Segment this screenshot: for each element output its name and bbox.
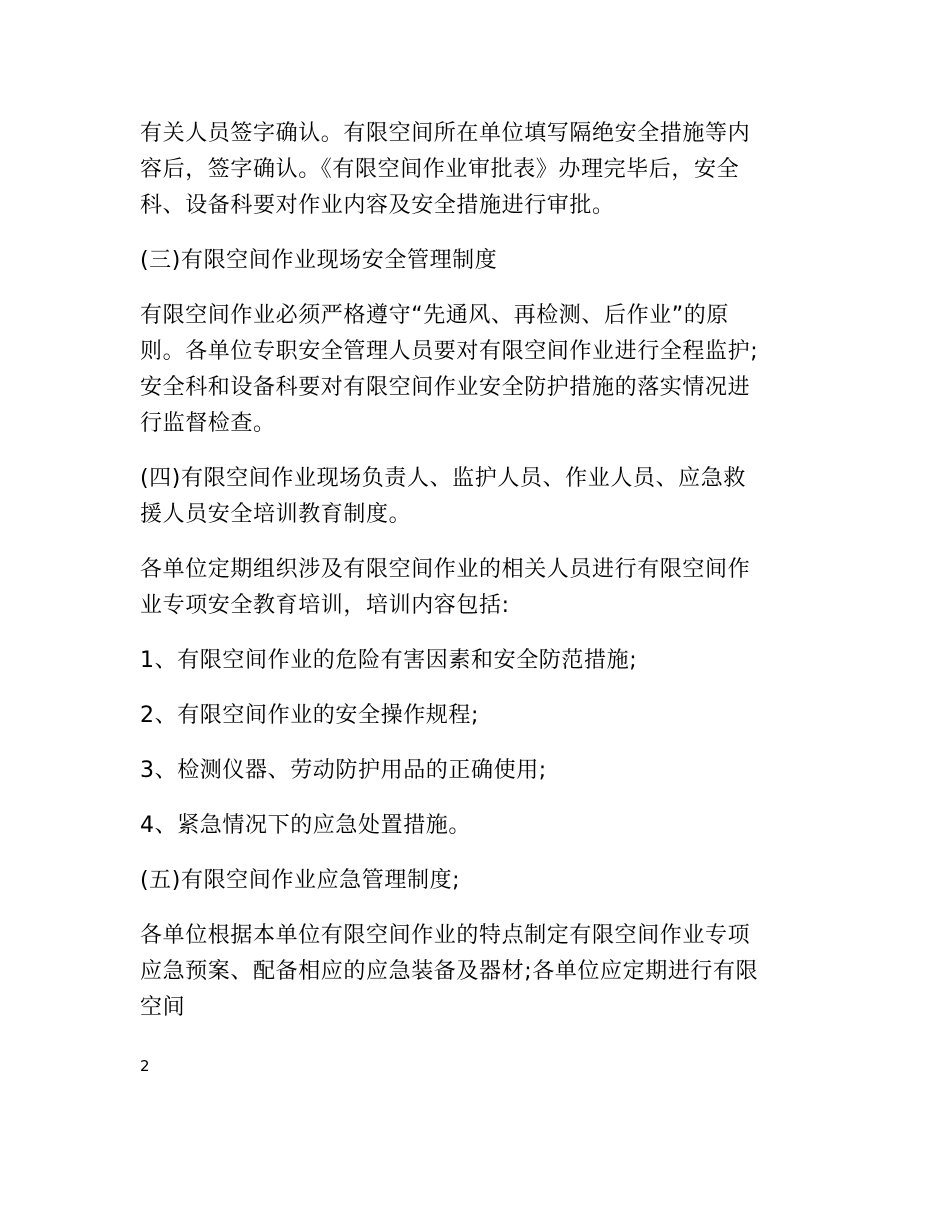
text-line: 3、检测仪器、劳动防护用品的正确使用; [140, 758, 547, 783]
text-line: (三)有限空间作业现场安全管理制度 [140, 248, 498, 273]
text-line: 空间 [140, 995, 186, 1020]
text-line: 各单位定期组织涉及有限空间作业的相关人员进行有限空间作 [140, 557, 751, 582]
text-line: 有关人员签字确认。有限空间所在单位填写隔绝安全措施等内 [140, 121, 751, 146]
text-line: 各单位根据本单位有限空间作业的特点制定有限空间作业专项 [140, 923, 751, 948]
list-item-4 [140, 808, 820, 844]
text-line: 2、有限空间作业的安全操作规程; [140, 703, 480, 728]
paragraph-training [140, 552, 820, 624]
list-item-2 [140, 698, 820, 734]
page-number: 2 [140, 1057, 150, 1075]
text-line: 业专项安全教育培训，培训内容包括: [140, 593, 510, 618]
document-body [140, 116, 820, 1045]
paragraph-approval-signature [140, 116, 820, 224]
list-item-3 [140, 753, 820, 789]
paragraph-emergency-plan [140, 918, 820, 1026]
text-line: 行监督检查。 [140, 411, 276, 436]
text-line: 援人员安全培训教育制度。 [140, 502, 412, 527]
text-line: (四)有限空间作业现场负责人、监护人员、作业人员、应急救 [140, 466, 746, 491]
paragraph-ventilation-rule [140, 298, 820, 442]
section-heading-4 [140, 461, 820, 533]
section-heading-3 [140, 243, 820, 279]
list-item-1 [140, 643, 820, 679]
text-line: 有限空间作业必须严格遵守“先通风、再检测、后作业”的原 [140, 303, 729, 328]
text-line: 应急预案、配备相应的应急装备及器材;各单位应定期进行有限 [140, 959, 759, 984]
text-line: 容后，签字确认。《有限空间作业审批表》办理完毕后，安全 [140, 157, 740, 182]
section-heading-5 [140, 863, 820, 899]
text-line: 安全科和设备科要对有限空间作业安全防护措施的落实情况进 [140, 375, 751, 400]
text-line: 科、设备科要对作业内容及安全措施进行审批。 [140, 193, 615, 218]
text-line: (五)有限空间作业应急管理制度; [140, 868, 461, 893]
text-line: 1、有限空间作业的危险有害因素和安全防范措施; [140, 648, 638, 673]
text-line: 则。各单位专职安全管理人员要对有限空间作业进行全程监护; [140, 339, 759, 364]
text-line: 4、紧急情况下的应急处置措施。 [140, 813, 471, 838]
